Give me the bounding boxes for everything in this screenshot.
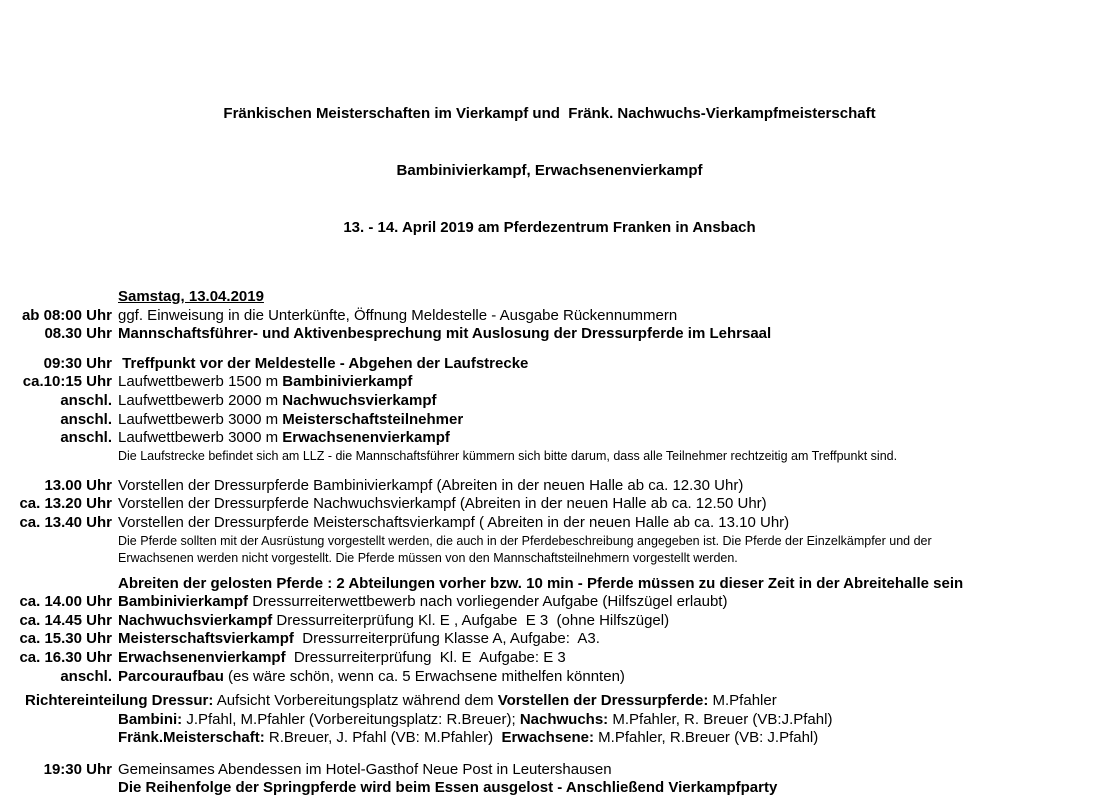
text-segment: M.Pfahler	[708, 692, 777, 710]
text-cell	[118, 392, 1099, 411]
text-cell	[118, 761, 1099, 780]
text-segment: Erwachsenenvierkampf	[282, 429, 450, 447]
text-segment: Bambini:	[118, 710, 183, 728]
time-cell: ca. 15.30 Uhr	[19, 630, 112, 648]
text-segment: Laufwettbewerb 3000 m	[118, 410, 283, 428]
text-segment: Erwachsenenvierkampf	[118, 648, 286, 666]
time-cell: ca. 16.30 Uhr	[19, 648, 112, 666]
text-segment: M.Pfahler, R.Breuer (VB: J.Pfahl)	[594, 729, 819, 747]
text-segment: M.Pfahler, R. Breuer (VB:J.Pfahl)	[608, 710, 833, 728]
time-cell	[0, 711, 112, 730]
time-cell: 09:30 Uhr	[43, 354, 112, 372]
text-cell	[118, 495, 1099, 514]
title-line-2: Bambinivierkampf, Erwachsenenvierkampf	[396, 162, 703, 179]
text-segment: Erwachsene:	[501, 729, 595, 747]
text-cell	[118, 448, 988, 465]
schedule-row	[0, 429, 1099, 448]
time-cell	[0, 575, 112, 594]
time-cell	[0, 533, 112, 567]
text-segment: Parcouraufbau	[118, 667, 224, 685]
schedule-row	[0, 575, 1099, 594]
time-cell	[0, 448, 112, 465]
text-cell	[25, 692, 1099, 711]
text-segment: Die Pferde sollten mit der Ausrüstung vorgestellt werden, die auch in der Pferdebeschreibung angegeben ist. Die Pferde der Einzelkämpfer und der Erwachsenen werden nicht vorgestellt. Die Pferde müssen von den Mannschaftsteilnehmern vorgestellt werden.	[118, 533, 936, 565]
title-line-3: 13. - 14. April 2019 am Pferdezentrum Franken in Ansbach	[343, 219, 756, 236]
text-segment: J.Pfahl, M.Pfahler (Vorbereitungsplatz: R.Breuer);	[182, 710, 520, 728]
text-segment: Dressurreiterwettbewerb nach vorliegender Aufgabe (Hilfszügel erlaubt)	[248, 593, 728, 611]
text-segment: Vorstellen der Dressurpferde Bambinivierkampf (Abreiten in der neuen Halle ab ca. 12.30 Uhr)	[118, 476, 744, 494]
text-segment: Dressurreiterprüfung Kl. E Aufgabe: E 3	[285, 648, 566, 666]
time-cell: ca. 13.40 Uhr	[19, 513, 112, 531]
text-segment: Laufwettbewerb 2000 m	[118, 391, 283, 409]
schedule-row	[0, 779, 1099, 798]
schedule-row	[0, 514, 1099, 533]
text-segment: ggf. Einweisung in die Unterkünfte, Öffnung Meldestelle - Ausgabe Rückennummern	[118, 306, 678, 324]
text-segment: Laufwettbewerb 3000 m	[118, 429, 283, 447]
text-segment: Bambinivierkampf	[118, 593, 249, 611]
text-segment: Vorstellen der Dressurpferde Meisterschaftsvierkampf ( Abreiten in der neuen Halle ab ca. 13.10 Uhr)	[118, 513, 790, 531]
schedule-row	[0, 411, 1099, 430]
schedule-row	[0, 711, 1099, 730]
note-row	[0, 533, 1099, 567]
schedule-row	[0, 307, 1099, 326]
text-segment: Vorstellen der Dressurpferde:	[497, 692, 709, 710]
text-segment: Bambinivierkampf	[282, 373, 413, 391]
text-cell	[118, 307, 1099, 326]
text-segment: Die Reihenfolge der Springpferde wird beim Essen ausgelost - Anschließend Vierkampfparty	[118, 779, 778, 797]
text-segment: Richtereinteilung Dressur:	[25, 692, 214, 710]
schedule-row	[0, 325, 1099, 344]
text-cell	[118, 429, 1099, 448]
text-cell	[118, 575, 1099, 594]
text-segment: Laufwettbewerb 1500 m	[118, 373, 283, 391]
text-segment: Aufsicht Vorbereitungsplatz während dem	[213, 692, 498, 710]
time-cell: anschl.	[60, 391, 112, 409]
text-cell	[118, 288, 1099, 307]
text-segment: Abreiten der gelosten Pferde : 2 Abteilungen vorher bzw. 10 min - Pferde müssen zu dieser Zeit in der Abreitehalle sein	[118, 574, 964, 592]
text-cell	[118, 593, 1099, 612]
text-cell	[118, 411, 1099, 430]
day-heading-row	[0, 288, 1099, 307]
time-cell	[0, 779, 112, 798]
text-cell	[118, 729, 1099, 748]
text-segment: Gemeinsames Abendessen im Hotel-Gasthof Neue Post in Leutershausen	[118, 760, 612, 778]
text-cell	[118, 612, 1099, 631]
time-cell: ca. 13.20 Uhr	[19, 495, 112, 513]
time-cell: anschl.	[60, 667, 112, 685]
text-cell	[118, 711, 1099, 730]
schedule-row	[0, 649, 1099, 668]
text-segment: Die Laufstrecke befindet sich am LLZ - die Mannschaftsführer kümmern sich bitte darum, dass alle Teilnehmer rechtzeitig am Treffpunkt sind.	[118, 448, 898, 463]
text-segment: Nachwuchs:	[519, 710, 609, 728]
schedule-row	[0, 355, 1099, 374]
text-segment: Meisterschaftsteilnehmer	[282, 410, 464, 428]
schedule	[0, 288, 1099, 798]
time-cell: anschl.	[60, 410, 112, 428]
schedule-row	[0, 477, 1099, 496]
schedule-row	[0, 729, 1099, 748]
text-cell	[118, 514, 1099, 533]
time-cell: ca. 14.45 Uhr	[19, 611, 112, 629]
time-cell: 13.00 Uhr	[44, 476, 112, 494]
time-cell: ca.10:15 Uhr	[22, 373, 112, 391]
time-cell: 08.30 Uhr	[44, 325, 112, 343]
time-cell	[0, 729, 112, 748]
schedule-row	[0, 761, 1099, 780]
text-cell	[118, 630, 1099, 649]
schedule-row	[0, 630, 1099, 649]
text-segment: (es wäre schön, wenn ca. 5 Erwachsene mithelfen könnten)	[223, 667, 625, 685]
schedule-row	[0, 692, 1099, 711]
schedule-row	[0, 392, 1099, 411]
text-segment: Nachwuchsvierkampf	[118, 611, 273, 629]
time-cell: anschl.	[60, 429, 112, 447]
schedule-row	[0, 593, 1099, 612]
time-cell: 19:30 Uhr	[43, 760, 112, 778]
schedule-row	[0, 612, 1099, 631]
text-cell	[118, 325, 1099, 344]
text-segment: Dressurreiterprüfung Kl. E , Aufgabe E 3 (ohne Hilfszügel)	[272, 611, 670, 629]
text-segment: R.Breuer, J. Pfahl (VB: M.Pfahler)	[264, 729, 502, 747]
schedule-row	[0, 495, 1099, 514]
text-segment: Treffpunkt vor der Meldestelle - Abgehen der Laufstrecke	[118, 354, 529, 372]
text-segment: Meisterschaftsvierkampf	[118, 630, 294, 648]
text-segment: Dressurreiterprüfung Klasse A, Aufgabe: A3.	[293, 630, 600, 648]
text-cell	[118, 477, 1099, 496]
text-cell	[118, 373, 1099, 392]
note-row	[0, 448, 1099, 465]
text-cell	[118, 649, 1099, 668]
time-cell: ca. 14.00 Uhr	[19, 593, 112, 611]
text-segment: Fränk.Meisterschaft:	[118, 729, 265, 747]
text-cell	[118, 355, 1099, 374]
title-line-1: Fränkischen Meisterschaften im Vierkampf und Fränk. Nachwuchs-Vierkampfmeisterschaft	[223, 105, 876, 122]
text-cell	[118, 779, 1099, 798]
time-cell: ab 08:00 Uhr	[21, 306, 112, 324]
text-segment: Mannschaftsführer- und Aktivenbesprechung mit Auslosung der Dressurpferde im Lehrsaal	[118, 325, 772, 343]
text-segment: Nachwuchsvierkampf	[282, 391, 437, 409]
text-segment: Samstag, 13.04.2019	[118, 288, 264, 305]
schedule-row	[0, 668, 1099, 687]
text-cell	[118, 668, 1099, 687]
time-cell	[0, 288, 112, 307]
text-segment: Vorstellen der Dressurpferde Nachwuchsvierkampf (Abreiten in der neuen Halle ab ca. 12.50 Uhr)	[118, 495, 767, 513]
document-title	[0, 0, 1099, 275]
schedule-row	[0, 373, 1099, 392]
text-cell	[118, 533, 988, 567]
